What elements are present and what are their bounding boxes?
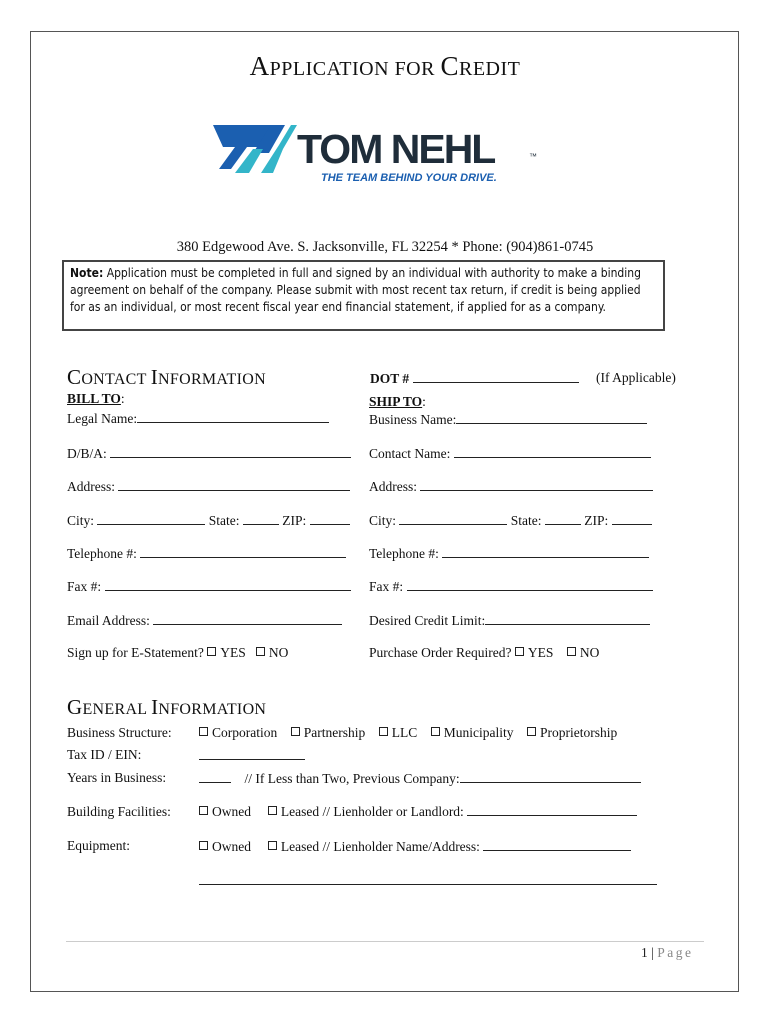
estatement-question: Sign up for E-Statement? YES NO (67, 645, 289, 660)
company-address: 380 Edgewood Ave. S. Jacksonville, FL 32254 * Phone: (904)861-0745 (176, 239, 594, 255)
option-llc[interactable]: LLC (379, 725, 418, 740)
building-leased-checkbox[interactable]: Leased // Lienholder or Landlord: (268, 804, 464, 819)
years-field[interactable]: // If Less than Two, Previous Company: (199, 770, 641, 787)
contact-heading: CONTACT INFORMATION (67, 365, 266, 389)
option-partnership[interactable]: Partnership (291, 725, 366, 740)
po-yes-checkbox[interactable]: YES (515, 645, 554, 660)
note-box: Note: Application must be completed in full and signed by an individual with authority to make a binding agreement on behalf of the company. Please submit with most recent tax return, if credit is being applied for as an individual, or most recent fiscal year end financial statement, if applied for as a company. (62, 260, 665, 331)
credit-limit-field[interactable]: Desired Credit Limit: (369, 612, 650, 629)
dot-field[interactable]: DOT # (370, 370, 579, 387)
logo-wordmark: TOM NEHL (297, 126, 495, 172)
equipment-owned-checkbox[interactable]: Owned (199, 839, 251, 854)
estatement-yes-checkbox[interactable]: YES (207, 645, 246, 660)
estatement-no-checkbox[interactable]: NO (256, 645, 289, 660)
logo-trademark: ™ (529, 152, 537, 161)
option-proprietorship[interactable]: Proprietorship (527, 725, 617, 740)
ship-address-field[interactable]: Address: (369, 478, 653, 495)
po-no-checkbox[interactable]: NO (567, 645, 600, 660)
lienholder-extra-line[interactable] (199, 872, 657, 889)
bill-address-field[interactable]: Address: (67, 478, 350, 495)
equipment-label: Equipment: (67, 838, 130, 853)
option-municipality[interactable]: Municipality (431, 725, 514, 740)
landlord-field[interactable] (467, 803, 637, 816)
dba-field[interactable]: D/B/A: (67, 445, 351, 462)
ship-fax-field[interactable]: Fax #: (369, 578, 653, 595)
lienholder-field[interactable] (483, 838, 631, 851)
bill-city-state-zip[interactable]: City: State: ZIP: (67, 512, 350, 529)
equipment-leased-checkbox[interactable]: Leased // Lienholder Name/Address: (268, 839, 480, 854)
po-required-question: Purchase Order Required? YES NO (369, 645, 600, 660)
bill-telephone-field[interactable]: Telephone #: (67, 545, 346, 562)
contact-name-field[interactable]: Contact Name: (369, 445, 651, 462)
business-structure-label: Business Structure: (67, 725, 172, 740)
tax-id-field[interactable] (199, 747, 305, 764)
bill-fax-field[interactable]: Fax #: (67, 578, 351, 595)
legal-name-field[interactable]: Legal Name: (67, 410, 329, 427)
footer-divider (66, 941, 704, 942)
building-label: Building Facilities: (67, 804, 171, 819)
page-number: 1 | Page (641, 945, 694, 960)
company-logo (213, 123, 543, 185)
years-label: Years in Business: (67, 770, 167, 785)
building-options (199, 803, 637, 820)
dot-note: (If Applicable) (596, 370, 676, 385)
general-heading: GENERAL INFORMATION (67, 695, 267, 719)
form-title: APPLICATION FOR CREDIT (249, 51, 521, 81)
email-field[interactable]: Email Address: (67, 612, 342, 629)
equipment-options (199, 838, 631, 855)
building-owned-checkbox[interactable]: Owned (199, 804, 251, 819)
logo-tagline: THE TEAM BEHIND YOUR DRIVE. (321, 172, 497, 184)
ship-to-label: SHIP TO: (369, 394, 426, 409)
tax-id-label: Tax ID / EIN: (67, 747, 142, 762)
option-corporation[interactable]: Corporation (199, 725, 277, 740)
bill-to-label: BILL TO: (67, 391, 125, 406)
ship-city-state-zip[interactable]: City: State: ZIP: (369, 512, 652, 529)
business-structure-options (199, 725, 617, 741)
ship-telephone-field[interactable]: Telephone #: (369, 545, 649, 562)
business-name-field[interactable]: Business Name: (369, 411, 647, 428)
